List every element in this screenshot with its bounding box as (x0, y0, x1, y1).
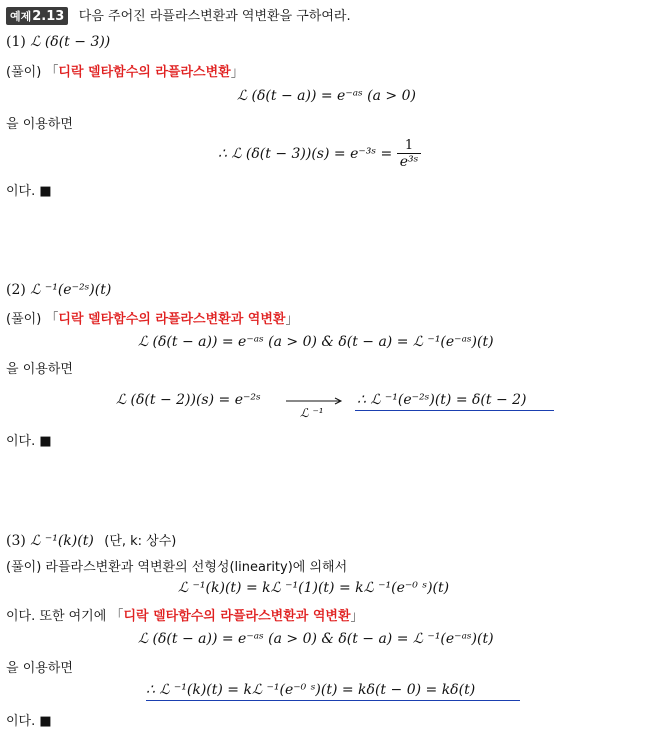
problem2-end: 이다. ■ (6, 434, 52, 449)
problem2-title: (2) ℒ ⁻¹(e⁻²ˢ)(t) (6, 282, 112, 298)
inverse-arrow (286, 392, 344, 422)
example-badge: 예제2.13 (6, 7, 68, 25)
problem1-formula: ℒ (δ(t − a)) = e⁻ᵃˢ (a > 0) (237, 88, 416, 104)
problem1-title: (1) ℒ (δ(t − 3)) (6, 34, 111, 50)
instruction-text: 다음 주어진 라플라스변환과 역변환을 구하여라. (78, 9, 351, 24)
example-header (6, 5, 351, 25)
problem2-solution-intro: (풀이) 「디락 델타함수의 라플라스변환과 역변환」 (6, 312, 299, 327)
problem2-formula: ℒ (δ(t − a)) = e⁻ᵃˢ (a > 0) & δ(t − a) = ℒ ⁻¹(e⁻ᵃˢ)(t) (138, 334, 494, 350)
problem1-solution-intro: (풀이) 「디락 델타함수의 라플라스변환」 (6, 65, 244, 80)
problem3-using: 을 이용하면 (6, 661, 73, 676)
problem3-title: (3) ℒ ⁻¹(k)(t) (단, k: 상수) (6, 533, 177, 549)
problem3-linearity: ℒ ⁻¹(k)(t) = kℒ ⁻¹(1)(t) = kℒ ⁻¹(e⁻⁰ ˢ)(t) (178, 580, 450, 596)
problem1-using: 을 이용하면 (6, 117, 73, 132)
problem1-end: 이다. ■ (6, 184, 52, 199)
problem1-result: ∴ ℒ (δ(t − 3))(s) = e⁻³ˢ = $\frac{1}{\text{e³ˢ}}$ (218, 138, 421, 170)
arrow-label: ℒ ⁻¹ (300, 406, 324, 420)
problem3-result: ∴ ℒ ⁻¹(k)(t) = kℒ ⁻¹(e⁻⁰ ˢ)(t) = kδ(t − 0) = kδ(t) (146, 682, 520, 701)
problem3-end: 이다. ■ (6, 714, 52, 729)
problem3-formula: ℒ (δ(t − a)) = e⁻ᵃˢ (a > 0) & δ(t − a) = ℒ ⁻¹(e⁻ᵃˢ)(t) (138, 631, 494, 647)
problem2-result-rhs: ∴ ℒ ⁻¹(e⁻²ˢ)(t) = δ(t − 2) (355, 392, 554, 411)
problem3-also: 이다. 또한 여기에 「디락 델타함수의 라플라스변환과 역변환」 (6, 609, 364, 624)
problem2-result-lhs: ℒ (δ(t − 2))(s) = e⁻²ˢ (116, 392, 261, 408)
problem2-using: 을 이용하면 (6, 362, 73, 377)
problem3-solution-line: (풀이) 라플라스변환과 역변환의 선형성(linearity)에 의해서 (6, 560, 348, 575)
problem1-fraction: $\frac{1}{\text{e³ˢ}}$ (397, 138, 422, 170)
